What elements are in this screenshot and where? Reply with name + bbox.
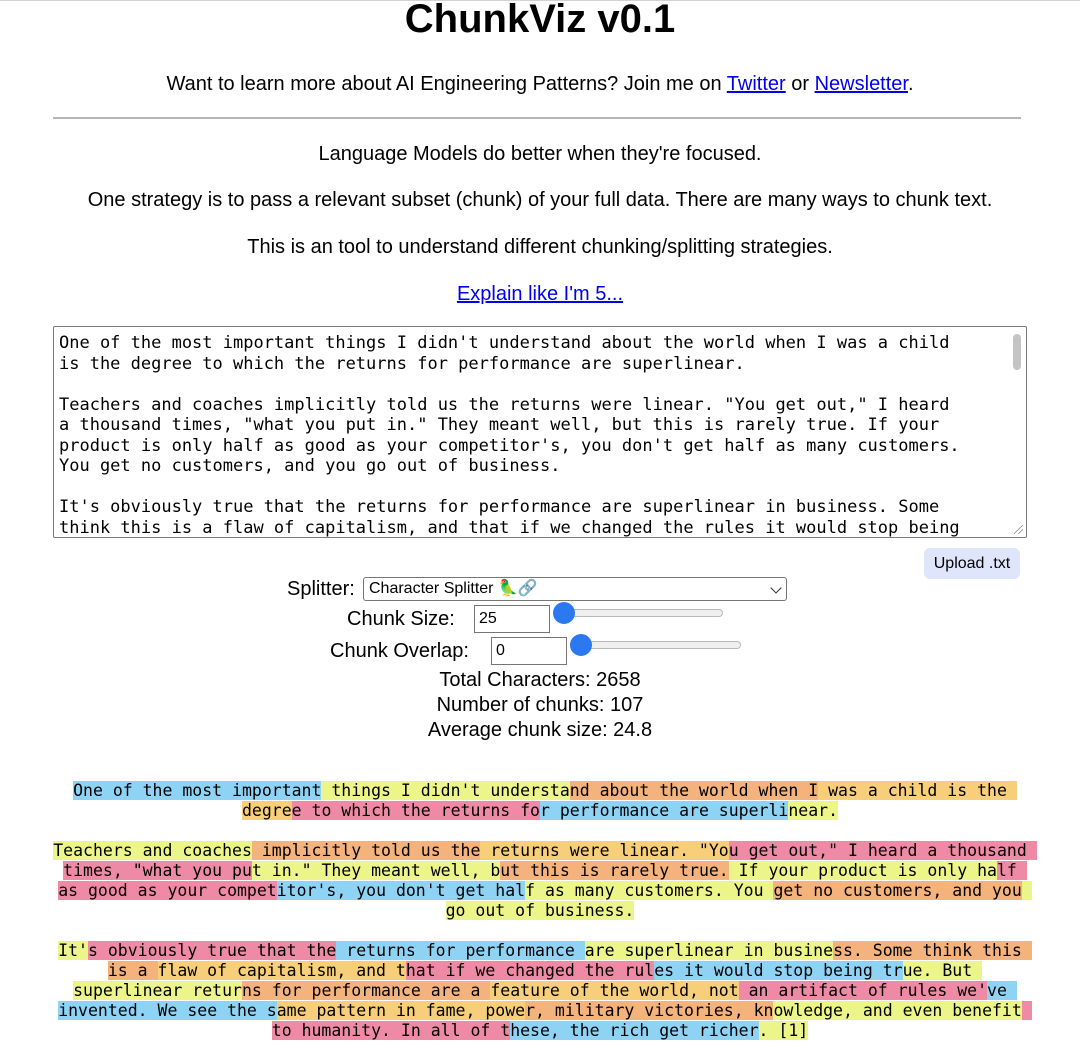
total-characters: Total Characters: 2658 — [439, 669, 641, 691]
text-chunk: Teachers and coaches — [53, 841, 252, 860]
chunk-size-input[interactable]: 25 — [474, 605, 550, 633]
chunk-paragraph — [50, 941, 1030, 1041]
text-input-area[interactable] — [53, 326, 1027, 538]
text-chunk: things I didn't understa — [321, 781, 570, 800]
chunk-overlap-slider[interactable] — [570, 635, 741, 655]
text-input-value[interactable]: One of the most important things I didn't understand about the world when I was a child is the degree to which the returns for performance are superlinear. Teachers and coaches implicitly told us the returns were linear. "You get out," I heard a thousand times, "what you put in." They meant well, but this is rarely true. If your product is only half as good as your competitor's, you don't get half as many customers. You get no customers, and you go out of business. It's obviously true that the returns for performance are superlinear in business. Some think this is a flaw of capitalism, and that if we changed the rules it would stop being — [59, 333, 960, 538]
text-chunk: u get out," I heard a tho — [728, 841, 978, 860]
chunk-size-slider[interactable] — [553, 603, 723, 623]
text-chunk: get no customers, and you — [773, 881, 1022, 900]
textarea-scroll-thumb[interactable] — [1013, 334, 1021, 370]
twitter-link[interactable]: Twitter — [726, 73, 786, 95]
text-chunk: hat if we changed the rul — [405, 961, 655, 980]
text-chunk: flaw of capitalism, and t — [157, 961, 406, 980]
chunk-paragraph — [50, 841, 1037, 921]
text-chunk: near. — [788, 801, 839, 820]
splitter-select[interactable] — [363, 577, 787, 601]
newsletter-link[interactable]: Newsletter — [814, 73, 908, 95]
chunk-visualization — [50, 781, 1037, 1061]
text-chunk: usand times, "what you pu — [63, 841, 1037, 880]
text-chunk: to humanity. In all of t — [271, 1001, 1032, 1040]
splitter-selected-value: Character Splitter 🦜🔗 — [369, 580, 538, 597]
text-chunk: an artifact of rules we' — [738, 981, 988, 1000]
resize-grip-icon[interactable] — [1014, 525, 1023, 534]
text-chunk: feature of the world, not — [490, 981, 739, 1000]
text-chunk: are superlinear in busine — [584, 941, 834, 960]
text-chunk: ns for performance are a — [241, 981, 491, 1000]
chunk-overlap-input[interactable]: 0 — [491, 637, 567, 665]
upload-txt-button[interactable]: Upload .txt — [924, 548, 1020, 579]
intro-line-2: One strategy is to pass a relevant subset (chunk) of your full data. There are many ways to chunk text. — [87, 189, 993, 211]
text-chunk: owledge, and even benefit — [773, 1001, 1022, 1020]
explain-like-five-link[interactable]: Explain like I'm 5... — [456, 283, 624, 305]
text-chunk: hese, the rich get richer — [510, 1021, 759, 1040]
divider — [53, 117, 1021, 119]
text-chunk: es it would stop being tr — [654, 961, 903, 980]
average-chunk-size: Average chunk size: 24.8 — [427, 719, 653, 741]
chunk-size-label: Chunk Size: — [347, 608, 455, 630]
chunk-paragraph — [50, 781, 1030, 821]
textarea-scrollbar[interactable] — [1012, 330, 1024, 534]
text-chunk: itor's, you don't get hal — [276, 881, 526, 900]
text-chunk: nd about the world when I — [569, 781, 819, 800]
text-chunk: returns were linear. "Yo — [480, 841, 729, 860]
text-chunk: s obviously true that the — [87, 941, 337, 960]
text-chunk: One of the most important — [73, 781, 322, 800]
intro-line-3: This is an tool to understand different chunking/splitting strategies. — [247, 236, 833, 258]
text-chunk: ss. Some think this is a — [107, 941, 1032, 980]
chunk-size-slider-track — [553, 609, 723, 617]
text-chunk: implicitly told us the — [251, 841, 481, 860]
chunk-overlap-slider-thumb[interactable] — [570, 634, 592, 656]
promo-text-after: . — [907, 73, 914, 95]
text-chunk: e to which the returns fo — [291, 801, 540, 820]
chunk-overlap-label: Chunk Overlap: — [330, 640, 469, 662]
chunk-size-slider-thumb[interactable] — [553, 602, 575, 624]
text-chunk: returns for performance — [336, 941, 585, 960]
text-chunk: ut this is rarely true. — [500, 861, 729, 880]
promo-text-middle: or — [785, 73, 815, 95]
promo-line — [0, 72, 1080, 96]
intro-line-1: Language Models do better when they're focused. — [318, 143, 762, 165]
text-chunk: was a child is the degre — [241, 781, 1017, 820]
text-chunk: ve invented. We see the s — [58, 981, 1017, 1020]
number-of-chunks: Number of chunks: 107 — [436, 694, 644, 716]
text-chunk: r, military victories, kn — [525, 1001, 774, 1020]
splitter-label: Splitter: — [287, 578, 355, 600]
text-chunk: If your product is only ha — [728, 861, 997, 880]
text-chunk: lf as good as your compet — [58, 861, 1027, 900]
page-title: ChunkViz v0.1 — [404, 0, 676, 41]
chevron-down-icon — [770, 582, 781, 593]
text-chunk: It' — [58, 941, 88, 960]
text-chunk: . [1] — [758, 1021, 809, 1040]
text-chunk: go out of business. — [445, 881, 1032, 920]
text-chunk: ame pattern in fame, powe — [276, 1001, 526, 1020]
text-chunk: t in." They meant well, b — [251, 861, 501, 880]
text-chunk: f as many customers. You — [525, 881, 774, 900]
text-chunk: r performance are superli — [540, 801, 789, 820]
promo-text-before: Want to learn more about AI Engineering Patterns? Join me on — [166, 73, 727, 95]
chunk-overlap-slider-track — [570, 641, 741, 649]
text-chunk: ue. But superlinear retur — [73, 961, 983, 1000]
